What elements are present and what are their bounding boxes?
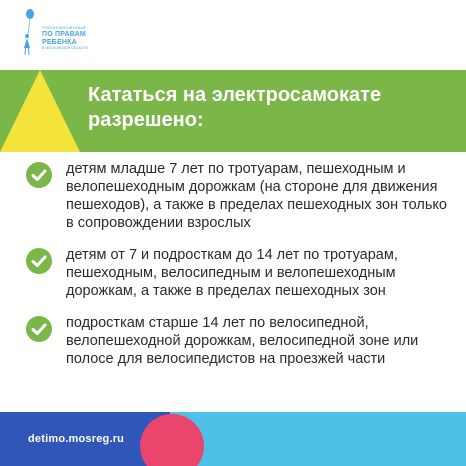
list-item bbox=[26, 246, 456, 300]
logo-line-3: РЕБЕНКА bbox=[42, 39, 77, 46]
check-circle-icon bbox=[26, 248, 52, 274]
check-circle-icon bbox=[26, 316, 52, 342]
rule-text: детям младше 7 лет по тротуарам, пешеходным и велопешеходным дорожкам (на стороне для движения пешеходов), а также в пределах пешеходных зон только в сопровождении взрослых bbox=[66, 161, 447, 231]
footer-right-panel bbox=[170, 412, 466, 466]
list-item bbox=[26, 314, 456, 368]
rule-text: подросткам старше 14 лет по велосипедной, велопешеходной дорожкам, велосипедной зоне или полосе для велосипедистов на проезжей части bbox=[66, 315, 419, 367]
check-circle-icon bbox=[26, 162, 52, 188]
yellow-triangle-decoration bbox=[0, 70, 80, 152]
website-link[interactable]: detimo.mosreg.ru bbox=[28, 433, 125, 445]
page-title: Кататься на электросамокате разрешено: bbox=[88, 84, 382, 131]
logo-line-2: ПО ПРАВАМ bbox=[42, 31, 86, 38]
footer bbox=[0, 412, 466, 466]
list-item bbox=[26, 160, 456, 232]
girl-with-balloon-icon bbox=[20, 8, 40, 56]
rule-text: детям от 7 и подросткам до 14 лет по тротуарам, пешеходным, велосипедным и велопешеходным дорожкам, а также в пределах пешеходных зон bbox=[66, 247, 398, 299]
logo-text bbox=[42, 26, 112, 51]
logo-line-1: УПОЛНОМОЧЕННЫЙ bbox=[42, 25, 86, 30]
logo-line-4: В МОСКОВСКОЙ ОБЛАСТИ bbox=[42, 46, 88, 50]
logo[interactable] bbox=[20, 8, 110, 58]
rules-list bbox=[26, 160, 456, 382]
